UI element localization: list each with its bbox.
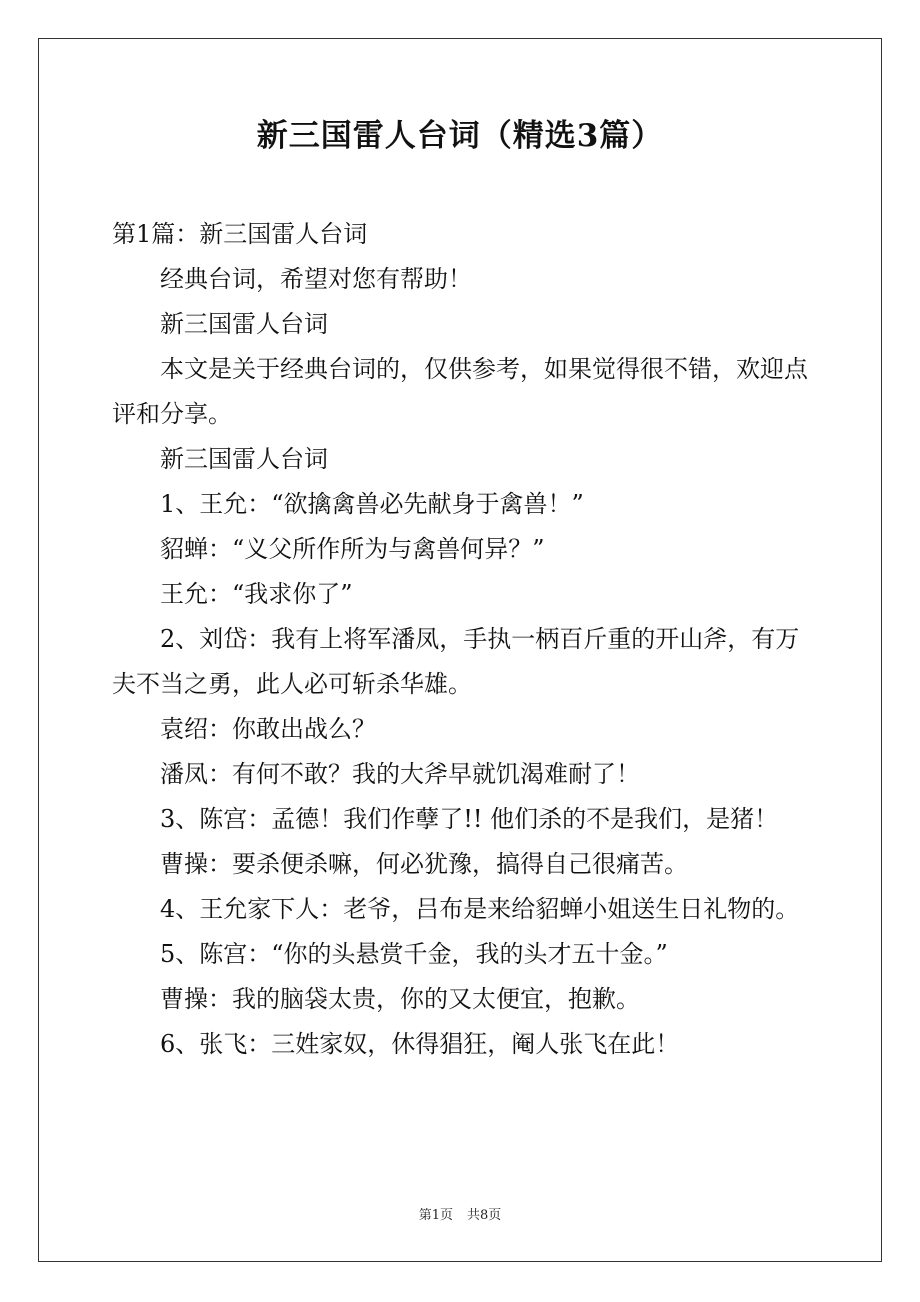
paragraph: 2、刘岱：我有上将军潘凤，手执一柄百斤重的开山斧，有万夫不当之勇，此人必可斩杀华雄。	[112, 625, 800, 698]
page-total: 共8页	[467, 1208, 502, 1223]
paragraph: 貂蝉：“义父所作所为与禽兽何异？”	[160, 535, 545, 563]
paragraph: 潘凤：有何不敢？我的大斧早就饥渴难耐了！	[160, 760, 640, 788]
page-number: 第1页	[418, 1208, 453, 1223]
paragraph: 本文是关于经典台词的，仅供参考，如果觉得很不错，欢迎点评和分享。	[112, 355, 808, 428]
paragraph: 曹操：我的脑袋太贵，你的又太便宜，抱歉。	[160, 985, 640, 1013]
page-footer	[0, 1206, 920, 1226]
paragraph: 5、陈宫：“你的头悬赏千金，我的头才五十金。”	[160, 940, 668, 968]
paragraph: 新三国雷人台词	[160, 310, 328, 338]
document-title: 新三国雷人台词（精选3篇）	[256, 118, 664, 154]
paragraph: 王允：“我求你了”	[160, 580, 353, 608]
paragraph: 1、王允：“欲擒禽兽必先献身于禽兽！”	[160, 490, 584, 518]
paragraph: 曹操：要杀便杀嘛，何必犹豫，搞得自己很痛苦。	[160, 850, 688, 878]
paragraph: 袁绍：你敢出战么？	[160, 715, 376, 743]
paragraph: 经典台词，希望对您有帮助！	[160, 265, 472, 293]
paragraph: 新三国雷人台词	[160, 445, 328, 473]
paragraph: 4、王允家下人：老爷，吕布是来给貂蝉小姐送生日礼物的。	[160, 895, 800, 923]
paragraph: 3、陈宫：孟德！我们作孽了!! 他们杀的不是我们，是猪！	[160, 805, 779, 833]
paragraph: 第1篇：新三国雷人台词	[112, 220, 368, 248]
document-body	[112, 212, 820, 1067]
paragraph: 6、张飞：三姓家奴，休得猖狂，阉人张飞在此！	[160, 1030, 680, 1058]
